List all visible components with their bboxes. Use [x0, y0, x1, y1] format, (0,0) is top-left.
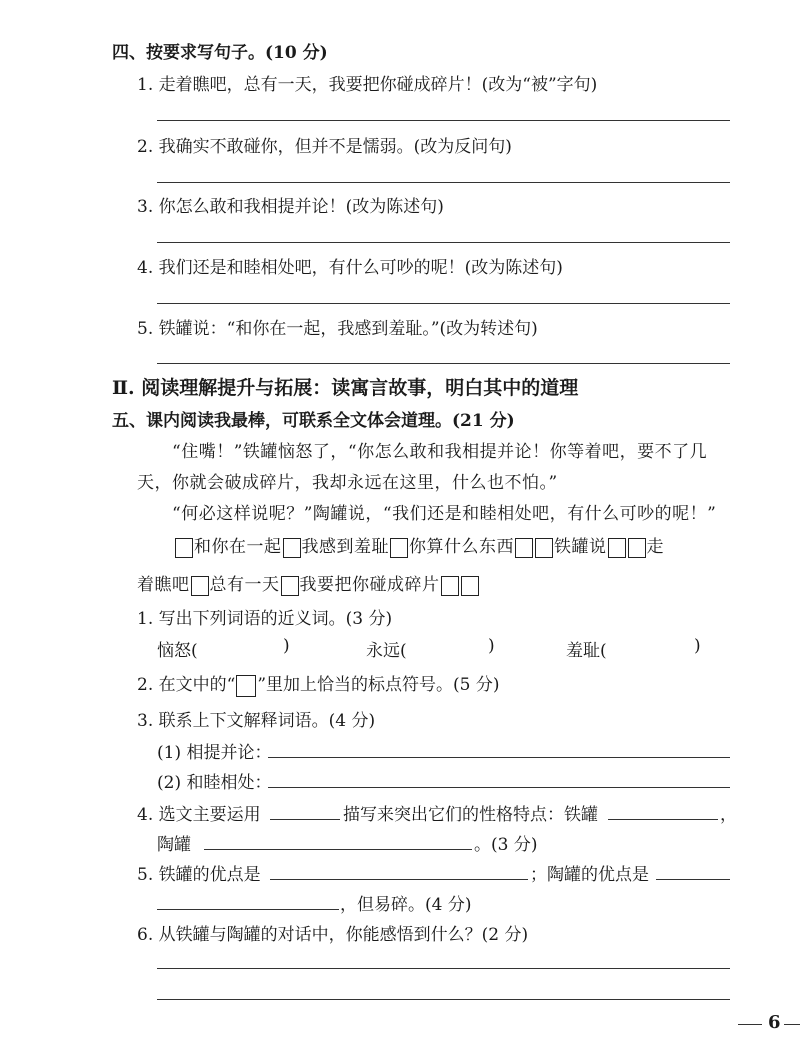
- answer-line[interactable]: [268, 787, 730, 788]
- passage-fragment: 你算什么东西: [409, 537, 514, 557]
- question-5-4-text: 描写来突出它们的性格特点：铁罐: [343, 805, 598, 825]
- punctuation-box[interactable]: [461, 576, 479, 596]
- answer-line[interactable]: [268, 757, 730, 758]
- synonym-word: 恼怒(: [157, 641, 198, 661]
- answer-blank[interactable]: [270, 879, 528, 880]
- page-number-dash: [784, 1024, 800, 1025]
- punctuation-box[interactable]: [515, 538, 533, 558]
- question-5-1: 1. 写出下列词语的近义词。(3 分): [137, 609, 393, 629]
- passage-fragment: 我要把你碰成碎片: [299, 575, 440, 595]
- question-4-4: 4. 我们还是和睦相处吧，有什么可吵的呢！(改为陈述句): [137, 258, 563, 278]
- passage-fragment: 走: [646, 537, 664, 557]
- question-5-5-text: ，但易碎。(4 分): [340, 895, 472, 915]
- question-text: 2. 在文中的“: [137, 675, 236, 695]
- question-5-5-text: ；陶罐的优点是: [530, 865, 649, 885]
- answer-line[interactable]: [157, 242, 730, 243]
- passage-line: “何必这样说呢？”陶罐说，“我们还是和睦相处吧，有什么可吵的呢！”: [172, 504, 717, 524]
- question-5-5-text: 5. 铁罐的优点是: [137, 865, 261, 885]
- question-4-3: 3. 你怎么敢和我相提并论！(改为陈述句): [137, 197, 444, 217]
- page-number: 6: [768, 1012, 781, 1033]
- passage-line: 天，你就会破成碎片，我却永远在这里，什么也不怕。”: [137, 473, 558, 493]
- passage-line-punctuation: [137, 570, 480, 596]
- question-4-2: 2. 我确实不敢碰你，但并不是懦弱。(改为反问句): [137, 137, 512, 157]
- section-4-heading: 四、按要求写句子。(10 分): [112, 43, 328, 63]
- synonym-close: ): [694, 636, 701, 656]
- synonym-close: ): [283, 636, 290, 656]
- synonym-word: 永远(: [366, 641, 407, 661]
- answer-blank[interactable]: [270, 819, 340, 820]
- punctuation-box[interactable]: [191, 576, 209, 596]
- passage-fragment: 总有一天: [209, 575, 280, 595]
- punctuation-box[interactable]: [441, 576, 459, 596]
- part-2-heading: Ⅱ. 阅读理解提升与拓展：读寓言故事，明白其中的道理: [112, 377, 579, 399]
- synonym-close: ): [488, 636, 495, 656]
- punctuation-box-sample: [236, 675, 256, 697]
- question-5-4-text: 。(3 分): [474, 835, 538, 855]
- answer-line[interactable]: [157, 968, 730, 969]
- passage-fragment: 和你在一起: [194, 537, 282, 557]
- punctuation-box[interactable]: [608, 538, 626, 558]
- punctuation-box[interactable]: [281, 576, 299, 596]
- punctuation-box[interactable]: [175, 538, 193, 558]
- question-4-1: 1. 走着瞧吧，总有一天，我要把你碰成碎片！(改为“被”字句): [137, 75, 598, 95]
- punctuation-box[interactable]: [628, 538, 646, 558]
- section-5-heading: 五、课内阅读我最棒，可联系全文体会道理。(21 分): [112, 411, 515, 431]
- question-text: ”里加上恰当的标点符号。(5 分): [257, 675, 500, 695]
- passage-fragment: 着瞧吧: [137, 575, 190, 595]
- term-label: (2) 和睦相处：: [157, 773, 272, 793]
- answer-line[interactable]: [157, 182, 730, 183]
- answer-blank[interactable]: [204, 849, 472, 850]
- question-5-4-text: ，: [720, 805, 737, 825]
- answer-line[interactable]: [157, 303, 730, 304]
- passage-line-punctuation: [174, 532, 664, 558]
- passage-line: “住嘴！”铁罐恼怒了，“你怎么敢和我相提并论！你等着吧，要不了几: [172, 442, 708, 462]
- answer-line[interactable]: [157, 363, 730, 364]
- answer-blank[interactable]: [608, 819, 718, 820]
- answer-line[interactable]: [157, 120, 730, 121]
- question-5-2: [137, 670, 500, 697]
- punctuation-box[interactable]: [390, 538, 408, 558]
- answer-blank[interactable]: [656, 879, 730, 880]
- question-5-4-text: 4. 选文主要运用: [137, 805, 261, 825]
- question-5-4-text: 陶罐: [157, 835, 191, 855]
- answer-blank[interactable]: [157, 909, 339, 910]
- passage-fragment: 铁罐说: [554, 537, 607, 557]
- punctuation-box[interactable]: [283, 538, 301, 558]
- synonym-word: 羞耻(: [566, 641, 607, 661]
- page-number-dash: [738, 1024, 762, 1025]
- answer-line[interactable]: [157, 999, 730, 1000]
- question-5-6: 6. 从铁罐与陶罐的对话中，你能感悟到什么？(2 分): [137, 925, 529, 945]
- passage-fragment: 我感到羞耻: [301, 537, 389, 557]
- question-4-5: 5. 铁罐说：“和你在一起，我感到羞耻。”(改为转述句): [137, 319, 538, 339]
- question-5-3: 3. 联系上下文解释词语。(4 分): [137, 711, 376, 731]
- punctuation-box[interactable]: [535, 538, 553, 558]
- term-label: (1) 相提并论：: [157, 743, 272, 763]
